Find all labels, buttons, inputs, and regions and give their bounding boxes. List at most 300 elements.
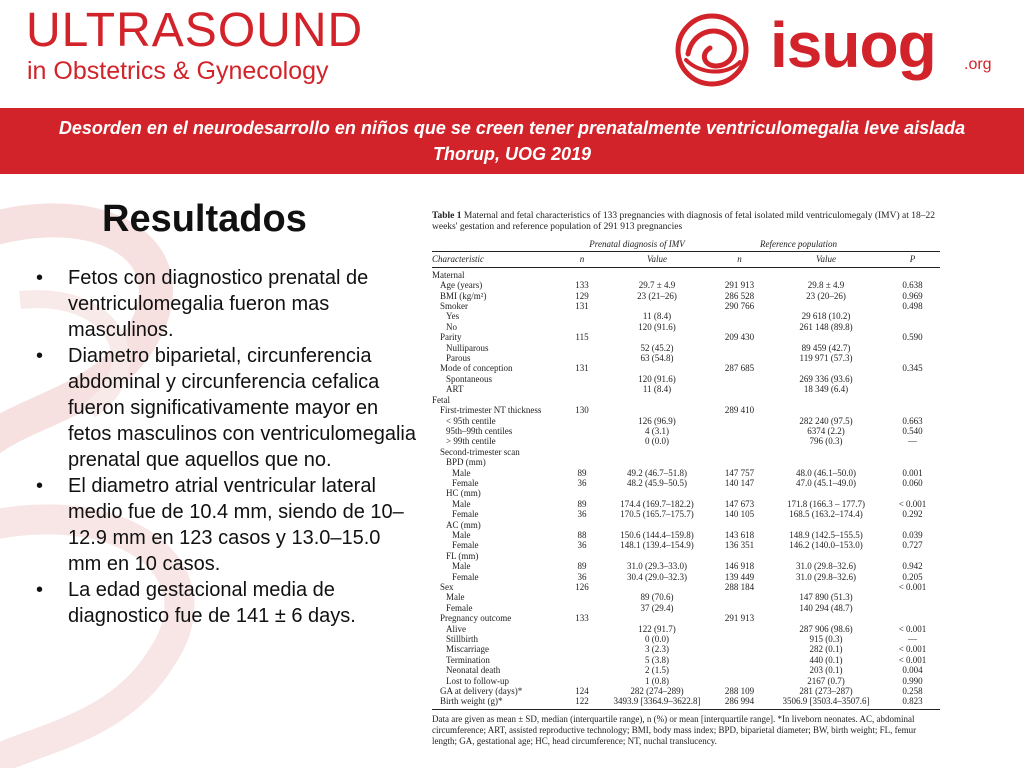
row-label: AC (mm) bbox=[446, 519, 481, 530]
row-label: Male bbox=[452, 467, 471, 478]
table-row bbox=[432, 447, 940, 457]
row-label: Parity bbox=[440, 332, 462, 343]
table-cell: 148.1 (139.4–154.9) bbox=[620, 540, 694, 551]
row-label: ART bbox=[446, 384, 464, 395]
table-cell bbox=[562, 395, 602, 405]
col-header-value: Value bbox=[767, 252, 885, 267]
row-label: BPD (mm) bbox=[446, 457, 486, 468]
table-row bbox=[432, 457, 940, 467]
table-cell bbox=[885, 384, 940, 394]
table-cell bbox=[885, 551, 940, 561]
table-cell: 281 (273–287) bbox=[799, 686, 853, 697]
table-row bbox=[432, 416, 940, 426]
characteristics-table bbox=[432, 239, 940, 710]
table-cell bbox=[712, 665, 767, 675]
table-cell: 288 184 bbox=[724, 582, 755, 592]
table-cell: 290 766 bbox=[724, 301, 755, 312]
row-label: Maternal bbox=[432, 269, 465, 280]
isuog-logo-domain: .org bbox=[964, 56, 992, 73]
table-cell bbox=[602, 520, 712, 530]
table-cell: 203 (0.1) bbox=[809, 665, 843, 676]
table-header-row bbox=[432, 252, 940, 267]
table-row bbox=[432, 551, 940, 561]
table-cell bbox=[885, 447, 940, 457]
table-cell bbox=[602, 613, 712, 623]
row-label: Yes bbox=[446, 311, 460, 322]
table-cell: 0 (0.0) bbox=[645, 436, 669, 447]
table-cell bbox=[885, 311, 940, 321]
table-cell bbox=[712, 267, 767, 280]
table-cell bbox=[885, 343, 940, 353]
table-cell: 288 109 bbox=[724, 686, 755, 697]
table-cell bbox=[562, 655, 602, 665]
table-cell: < 0.001 bbox=[898, 654, 927, 665]
table-cell: 0.942 bbox=[902, 561, 923, 572]
row-label: Female bbox=[446, 602, 473, 613]
table-cell bbox=[602, 395, 712, 405]
table-cell bbox=[712, 603, 767, 613]
results-bullet-list bbox=[36, 265, 416, 629]
row-label: Sex bbox=[440, 582, 454, 592]
table-cell bbox=[885, 267, 940, 280]
table-cell: 0.060 bbox=[902, 477, 923, 488]
table-body bbox=[432, 267, 940, 709]
row-label: Age (years) bbox=[440, 280, 483, 291]
table-cell bbox=[712, 655, 767, 665]
table-caption-text: Maternal and fetal characteristics of 133 pregnancies with diagnosis of fetal isolated mild ventriculomegaly (IMV) at 18–22 weeks' gestation and reference population of 291 913 pregnancies bbox=[432, 211, 936, 232]
row-label: < 95th centile bbox=[446, 415, 496, 426]
table-cell bbox=[562, 603, 602, 613]
table-cell bbox=[602, 405, 712, 415]
table-cell: 147 757 bbox=[724, 467, 755, 478]
table-cell: 29 618 (10.2) bbox=[801, 311, 851, 322]
table-row bbox=[432, 582, 940, 592]
table-cell bbox=[562, 426, 602, 436]
isuog-logo-text: isuog bbox=[770, 9, 936, 81]
table-cell bbox=[712, 311, 767, 321]
table-row bbox=[432, 696, 940, 709]
table-cell bbox=[885, 520, 940, 530]
row-label: Pregnancy outcome bbox=[440, 613, 512, 624]
table-cell: 3506.9 [3503.4–3507.6] bbox=[767, 696, 885, 709]
table-row bbox=[432, 624, 940, 634]
table-cell: 23 (20–26) bbox=[806, 290, 846, 301]
table-cell bbox=[602, 363, 712, 373]
table-cell bbox=[767, 457, 885, 467]
table-cell: 126 (96.9) bbox=[638, 415, 676, 426]
journal-subtitle: in Obstetrics & Gynecology bbox=[27, 57, 329, 85]
table-cell bbox=[562, 374, 602, 384]
bullet-item: • Fetos con diagnostico prenatal de ventriculomegalia fueron mas masculinos. bbox=[36, 265, 416, 343]
table-cell: 119 971 (57.3) bbox=[799, 353, 853, 364]
table-row bbox=[432, 530, 940, 540]
table-row bbox=[432, 572, 940, 582]
table-cell bbox=[712, 551, 767, 561]
table-cell bbox=[562, 416, 602, 426]
table-row bbox=[432, 291, 940, 301]
row-label: Female bbox=[452, 509, 479, 520]
table-cell: — bbox=[908, 634, 917, 645]
table-cell bbox=[562, 624, 602, 634]
table-cell: 47.0 (45.1–49.0) bbox=[796, 477, 856, 488]
table-cell bbox=[885, 603, 940, 613]
row-label: Male bbox=[446, 592, 465, 603]
col-header-n: n bbox=[712, 252, 767, 267]
row-label: FL (mm) bbox=[446, 550, 479, 561]
table-row bbox=[432, 311, 940, 321]
table-cell: 89 (70.6) bbox=[640, 592, 674, 603]
table-cell bbox=[767, 332, 885, 342]
row-label: Male bbox=[452, 529, 471, 540]
table-cell bbox=[562, 322, 602, 332]
table-cell: 31.0 (29.8–32.6) bbox=[796, 571, 856, 582]
table-cell: 30.4 (29.0–32.3) bbox=[627, 571, 687, 582]
table-row bbox=[432, 488, 940, 498]
table-row bbox=[432, 426, 940, 436]
table-row bbox=[432, 644, 940, 654]
table-cell bbox=[562, 676, 602, 686]
table-cell bbox=[712, 395, 767, 405]
row-label: Smoker bbox=[440, 301, 468, 312]
table-cell: 131 bbox=[575, 363, 589, 374]
table-cell: 291 913 bbox=[724, 613, 755, 624]
table-cell: 146 918 bbox=[724, 561, 755, 572]
table-cell bbox=[885, 488, 940, 498]
table-row bbox=[432, 603, 940, 613]
table-cell bbox=[562, 311, 602, 321]
table-cell: 171.8 (166.3 – 177.7) bbox=[787, 498, 865, 509]
title-banner bbox=[0, 108, 1024, 174]
table-cell: 140 147 bbox=[724, 477, 755, 488]
table-cell: 282 240 (97.5) bbox=[799, 415, 853, 426]
table-row bbox=[432, 343, 940, 353]
table-cell: 0.663 bbox=[902, 415, 923, 426]
table-cell: 140 105 bbox=[724, 509, 755, 520]
table-cell: 139 449 bbox=[724, 571, 755, 582]
table-cell: 2167 (0.7) bbox=[807, 675, 845, 686]
table-cell bbox=[767, 613, 885, 623]
table-cell bbox=[767, 405, 885, 415]
header bbox=[0, 0, 1024, 100]
table-cell bbox=[562, 267, 602, 280]
table-cell: 150.6 (144.4–159.8) bbox=[620, 529, 694, 540]
group-header-prenatal: Prenatal diagnosis of IMV bbox=[589, 239, 685, 249]
table-cell: 143 618 bbox=[724, 529, 755, 540]
row-label: First-trimester NT thickness bbox=[440, 405, 542, 416]
table-cell: 37 (29.4) bbox=[640, 602, 674, 613]
table-cell bbox=[712, 676, 767, 686]
table-row bbox=[432, 561, 940, 571]
table-cell: 124 bbox=[575, 686, 589, 697]
row-label: Female bbox=[452, 477, 479, 488]
table-cell: 269 336 (93.6) bbox=[799, 373, 853, 384]
table-cell bbox=[712, 416, 767, 426]
table-cell: 147 673 bbox=[724, 498, 755, 509]
table-row bbox=[432, 509, 940, 519]
table-cell: 133 bbox=[575, 280, 589, 291]
table-cell: 89 bbox=[577, 467, 587, 478]
table-cell: 0.345 bbox=[902, 363, 923, 374]
table-cell: 0.039 bbox=[902, 529, 923, 540]
table-cell bbox=[562, 436, 602, 446]
table-cell: 0.638 bbox=[902, 280, 923, 291]
table-cell: 18 349 (6.4) bbox=[803, 384, 849, 395]
table-row bbox=[432, 478, 940, 488]
table-caption-label: Table 1 bbox=[432, 211, 462, 221]
table-cell bbox=[767, 520, 885, 530]
table-cell: 122 bbox=[562, 696, 602, 709]
table-row bbox=[432, 665, 940, 675]
table-cell: 129 bbox=[575, 290, 589, 301]
table-cell: 3493.9 [3364.9–3622.8] bbox=[602, 696, 712, 709]
table-cell: 89 459 (42.7) bbox=[801, 342, 851, 353]
table-cell bbox=[562, 520, 602, 530]
table-cell bbox=[562, 592, 602, 602]
table-cell: 36 bbox=[577, 509, 587, 520]
table-cell: 136 351 bbox=[724, 540, 755, 551]
row-label: Alive bbox=[446, 623, 466, 634]
table-cell: 52 (45.2) bbox=[640, 342, 674, 353]
table-cell: 174.4 (169.7–182.2) bbox=[620, 498, 694, 509]
table-row bbox=[432, 655, 940, 665]
row-label: Fetal bbox=[432, 394, 450, 405]
table-caption bbox=[432, 211, 944, 233]
row-label: > 99th centile bbox=[446, 436, 496, 447]
row-label: No bbox=[446, 321, 457, 332]
table-row bbox=[432, 676, 940, 686]
table-cell: 63 (54.8) bbox=[640, 353, 674, 364]
table-cell: — bbox=[908, 436, 917, 447]
table-cell: 0.590 bbox=[902, 332, 923, 343]
table-cell: 89 bbox=[577, 498, 587, 509]
table-cell bbox=[562, 353, 602, 363]
table-cell bbox=[602, 267, 712, 280]
table-cell: 0.205 bbox=[902, 571, 923, 582]
table-group-header-row bbox=[432, 239, 940, 252]
table-cell bbox=[712, 644, 767, 654]
table-cell: 168.5 (163.2–174.4) bbox=[789, 509, 863, 520]
table-cell bbox=[712, 353, 767, 363]
table-cell: 261 148 (89.8) bbox=[799, 321, 853, 332]
table-cell bbox=[712, 520, 767, 530]
table-cell bbox=[885, 322, 940, 332]
table-cell bbox=[562, 488, 602, 498]
table-cell: 31.0 (29.3–33.0) bbox=[627, 561, 687, 572]
table-cell bbox=[602, 332, 712, 342]
group-header-reference: Reference population bbox=[760, 239, 837, 249]
table-row bbox=[432, 436, 940, 446]
table-cell bbox=[767, 363, 885, 373]
table-row bbox=[432, 592, 940, 602]
table-cell: 0.001 bbox=[902, 467, 923, 478]
table-row bbox=[432, 322, 940, 332]
table-cell bbox=[562, 644, 602, 654]
table-cell bbox=[767, 395, 885, 405]
table-cell bbox=[885, 405, 940, 415]
table-cell: 287 685 bbox=[724, 363, 755, 374]
table-row bbox=[432, 634, 940, 644]
table-cell bbox=[885, 395, 940, 405]
table-cell: < 0.001 bbox=[898, 623, 927, 634]
table-row bbox=[432, 405, 940, 415]
table-cell: 49.2 (46.7–51.8) bbox=[627, 467, 687, 478]
table-cell: 88 bbox=[577, 529, 587, 540]
banner-citation: Thorup, UOG 2019 bbox=[432, 144, 592, 164]
table-cell: 0.292 bbox=[902, 509, 923, 520]
table-cell: 440 (0.1) bbox=[809, 654, 843, 665]
table-cell: 796 (0.3) bbox=[809, 436, 843, 447]
table-cell: 0.498 bbox=[902, 301, 923, 312]
table-cell: 148.9 (142.5–155.5) bbox=[789, 529, 863, 540]
table-cell bbox=[562, 634, 602, 644]
table-cell bbox=[885, 353, 940, 363]
table-row bbox=[432, 374, 940, 384]
row-label: Birth weight (g)* bbox=[432, 696, 562, 709]
table-cell: 133 bbox=[575, 613, 589, 624]
table-cell bbox=[562, 343, 602, 353]
table-cell: 3 (2.3) bbox=[645, 644, 669, 655]
table-row bbox=[432, 520, 940, 530]
table-cell bbox=[602, 301, 712, 311]
table-cell: 48.2 (45.9–50.5) bbox=[627, 477, 687, 488]
row-label: Stillbirth bbox=[446, 634, 479, 645]
table-cell: 6374 (2.2) bbox=[807, 425, 845, 436]
table-cell bbox=[767, 488, 885, 498]
row-label: Mode of conception bbox=[440, 363, 513, 374]
row-label: GA at delivery (days)* bbox=[440, 686, 523, 697]
table-cell: 11 (8.4) bbox=[642, 311, 672, 322]
table-cell: 0.990 bbox=[902, 675, 923, 686]
table-cell: 120 (91.6) bbox=[638, 373, 676, 384]
table-cell bbox=[767, 301, 885, 311]
table-cell: 89 bbox=[577, 561, 587, 572]
table-cell bbox=[885, 374, 940, 384]
table-cell: 287 906 (98.6) bbox=[799, 623, 853, 634]
table-row bbox=[432, 267, 940, 280]
table-cell: 2 (1.5) bbox=[645, 665, 669, 676]
table-cell bbox=[562, 665, 602, 675]
journal-title: ULTRASOUND bbox=[26, 4, 364, 57]
row-label: Lost to follow-up bbox=[446, 675, 509, 686]
table-cell bbox=[562, 551, 602, 561]
bullet-item: • El diametro atrial ventricular lateral medio fue de 10.4 mm, siendo de 10–12.9 mm en 123 casos y 13.0–15.0 mm en 10 casos. bbox=[36, 473, 416, 577]
table-cell bbox=[712, 447, 767, 457]
row-label: Spontaneous bbox=[446, 373, 492, 384]
table-cell: 282 (274–289) bbox=[630, 686, 684, 697]
table-row bbox=[432, 395, 940, 405]
table-cell bbox=[562, 457, 602, 467]
row-label: Female bbox=[452, 540, 479, 551]
table-cell: 36 bbox=[577, 540, 587, 551]
table-figure bbox=[432, 211, 944, 761]
table-cell bbox=[885, 613, 940, 623]
table-cell bbox=[602, 488, 712, 498]
table-cell bbox=[712, 322, 767, 332]
table-cell: 4 (3.1) bbox=[645, 425, 669, 436]
table-cell: < 0.001 bbox=[898, 582, 927, 592]
table-cell: 915 (0.3) bbox=[809, 634, 843, 645]
table-footnote: Data are given as mean ± SD, median (interquartile range), n (%) or mean [interquartile range]. *In liveborn neonates. AC, abdominal circumference; ART, assisted reproductive technology; BMI, body mass index; BPD, biparietal diameter; BW, birth weight; FL, femur length; GA, gestational age; HC, head circumference; NT, nuchal translucency. bbox=[432, 713, 917, 746]
table-cell: 170.5 (165.7–175.7) bbox=[620, 509, 694, 520]
table-cell: 0.969 bbox=[902, 290, 923, 301]
table-cell: 23 (21–26) bbox=[637, 290, 677, 301]
table-cell: 115 bbox=[575, 332, 589, 343]
table-cell: 0.004 bbox=[902, 665, 923, 676]
table-cell: 11 (8.4) bbox=[642, 384, 672, 395]
banner-title: Desorden en el neurodesarrollo en niños que se creen tener prenatalmente ventriculomegalia leve aislada bbox=[58, 118, 966, 138]
table-cell bbox=[712, 592, 767, 602]
table-cell bbox=[767, 582, 885, 592]
col-header-n: n bbox=[562, 252, 602, 267]
table-row bbox=[432, 353, 940, 363]
table-cell bbox=[712, 457, 767, 467]
table-row bbox=[432, 384, 940, 394]
col-header-value: Value bbox=[602, 252, 712, 267]
table-cell: 146.2 (140.0–153.0) bbox=[789, 540, 863, 551]
table-cell bbox=[767, 267, 885, 280]
table-cell: 126 bbox=[575, 582, 589, 592]
row-label: Male bbox=[452, 561, 471, 572]
table-cell bbox=[712, 624, 767, 634]
table-row bbox=[432, 332, 940, 342]
table-row bbox=[432, 363, 940, 373]
table-cell: 29.7 ± 4.9 bbox=[638, 280, 676, 291]
table-cell: 131 bbox=[575, 301, 589, 312]
table-cell: < 0.001 bbox=[898, 498, 927, 509]
table-cell bbox=[712, 436, 767, 446]
table-cell: 0.540 bbox=[902, 425, 923, 436]
table-cell: < 0.001 bbox=[898, 644, 927, 655]
table-cell bbox=[767, 447, 885, 457]
table-row bbox=[432, 686, 940, 696]
row-label: BMI (kg/m²) bbox=[440, 290, 487, 301]
row-label: Second-trimester scan bbox=[440, 446, 520, 457]
table-cell: 147 890 (51.3) bbox=[799, 592, 853, 603]
table-cell bbox=[602, 582, 712, 592]
table-cell: 31.0 (29.8–32.6) bbox=[796, 561, 856, 572]
table-row bbox=[432, 613, 940, 623]
table-cell bbox=[602, 447, 712, 457]
col-header-p: P bbox=[885, 252, 940, 267]
table-cell: 282 (0.1) bbox=[809, 644, 843, 655]
table-cell bbox=[712, 384, 767, 394]
table-cell: 120 (91.6) bbox=[638, 321, 676, 332]
row-label: Male bbox=[452, 498, 471, 509]
table-cell bbox=[885, 592, 940, 602]
table-cell: 289 410 bbox=[724, 405, 755, 416]
table-cell: 48.0 (46.1–50.0) bbox=[796, 467, 856, 478]
table-row bbox=[432, 301, 940, 311]
table-cell bbox=[602, 457, 712, 467]
row-label: Parous bbox=[446, 353, 471, 364]
table-cell bbox=[562, 384, 602, 394]
table-cell: 0.258 bbox=[902, 686, 923, 697]
table-row bbox=[432, 540, 940, 550]
table-cell bbox=[562, 447, 602, 457]
row-label: Nulliparous bbox=[446, 342, 489, 353]
table-cell bbox=[712, 488, 767, 498]
bullet-item: • Diametro biparietal, circunferencia abdominal y circunferencia cefalica fueron significativamente mayor en fetos masculinos con ventriculomegalia prenatal que aquellos que no. bbox=[36, 343, 416, 473]
table-cell: 36 bbox=[577, 477, 587, 488]
table-cell: 5 (3.8) bbox=[645, 654, 669, 665]
table-cell bbox=[767, 551, 885, 561]
table-cell: 130 bbox=[575, 405, 589, 416]
table-cell bbox=[712, 343, 767, 353]
table-cell: 0 (0.0) bbox=[645, 634, 669, 645]
table-row bbox=[432, 468, 940, 478]
table-cell: 0.823 bbox=[885, 696, 940, 709]
row-label: Female bbox=[452, 571, 479, 582]
